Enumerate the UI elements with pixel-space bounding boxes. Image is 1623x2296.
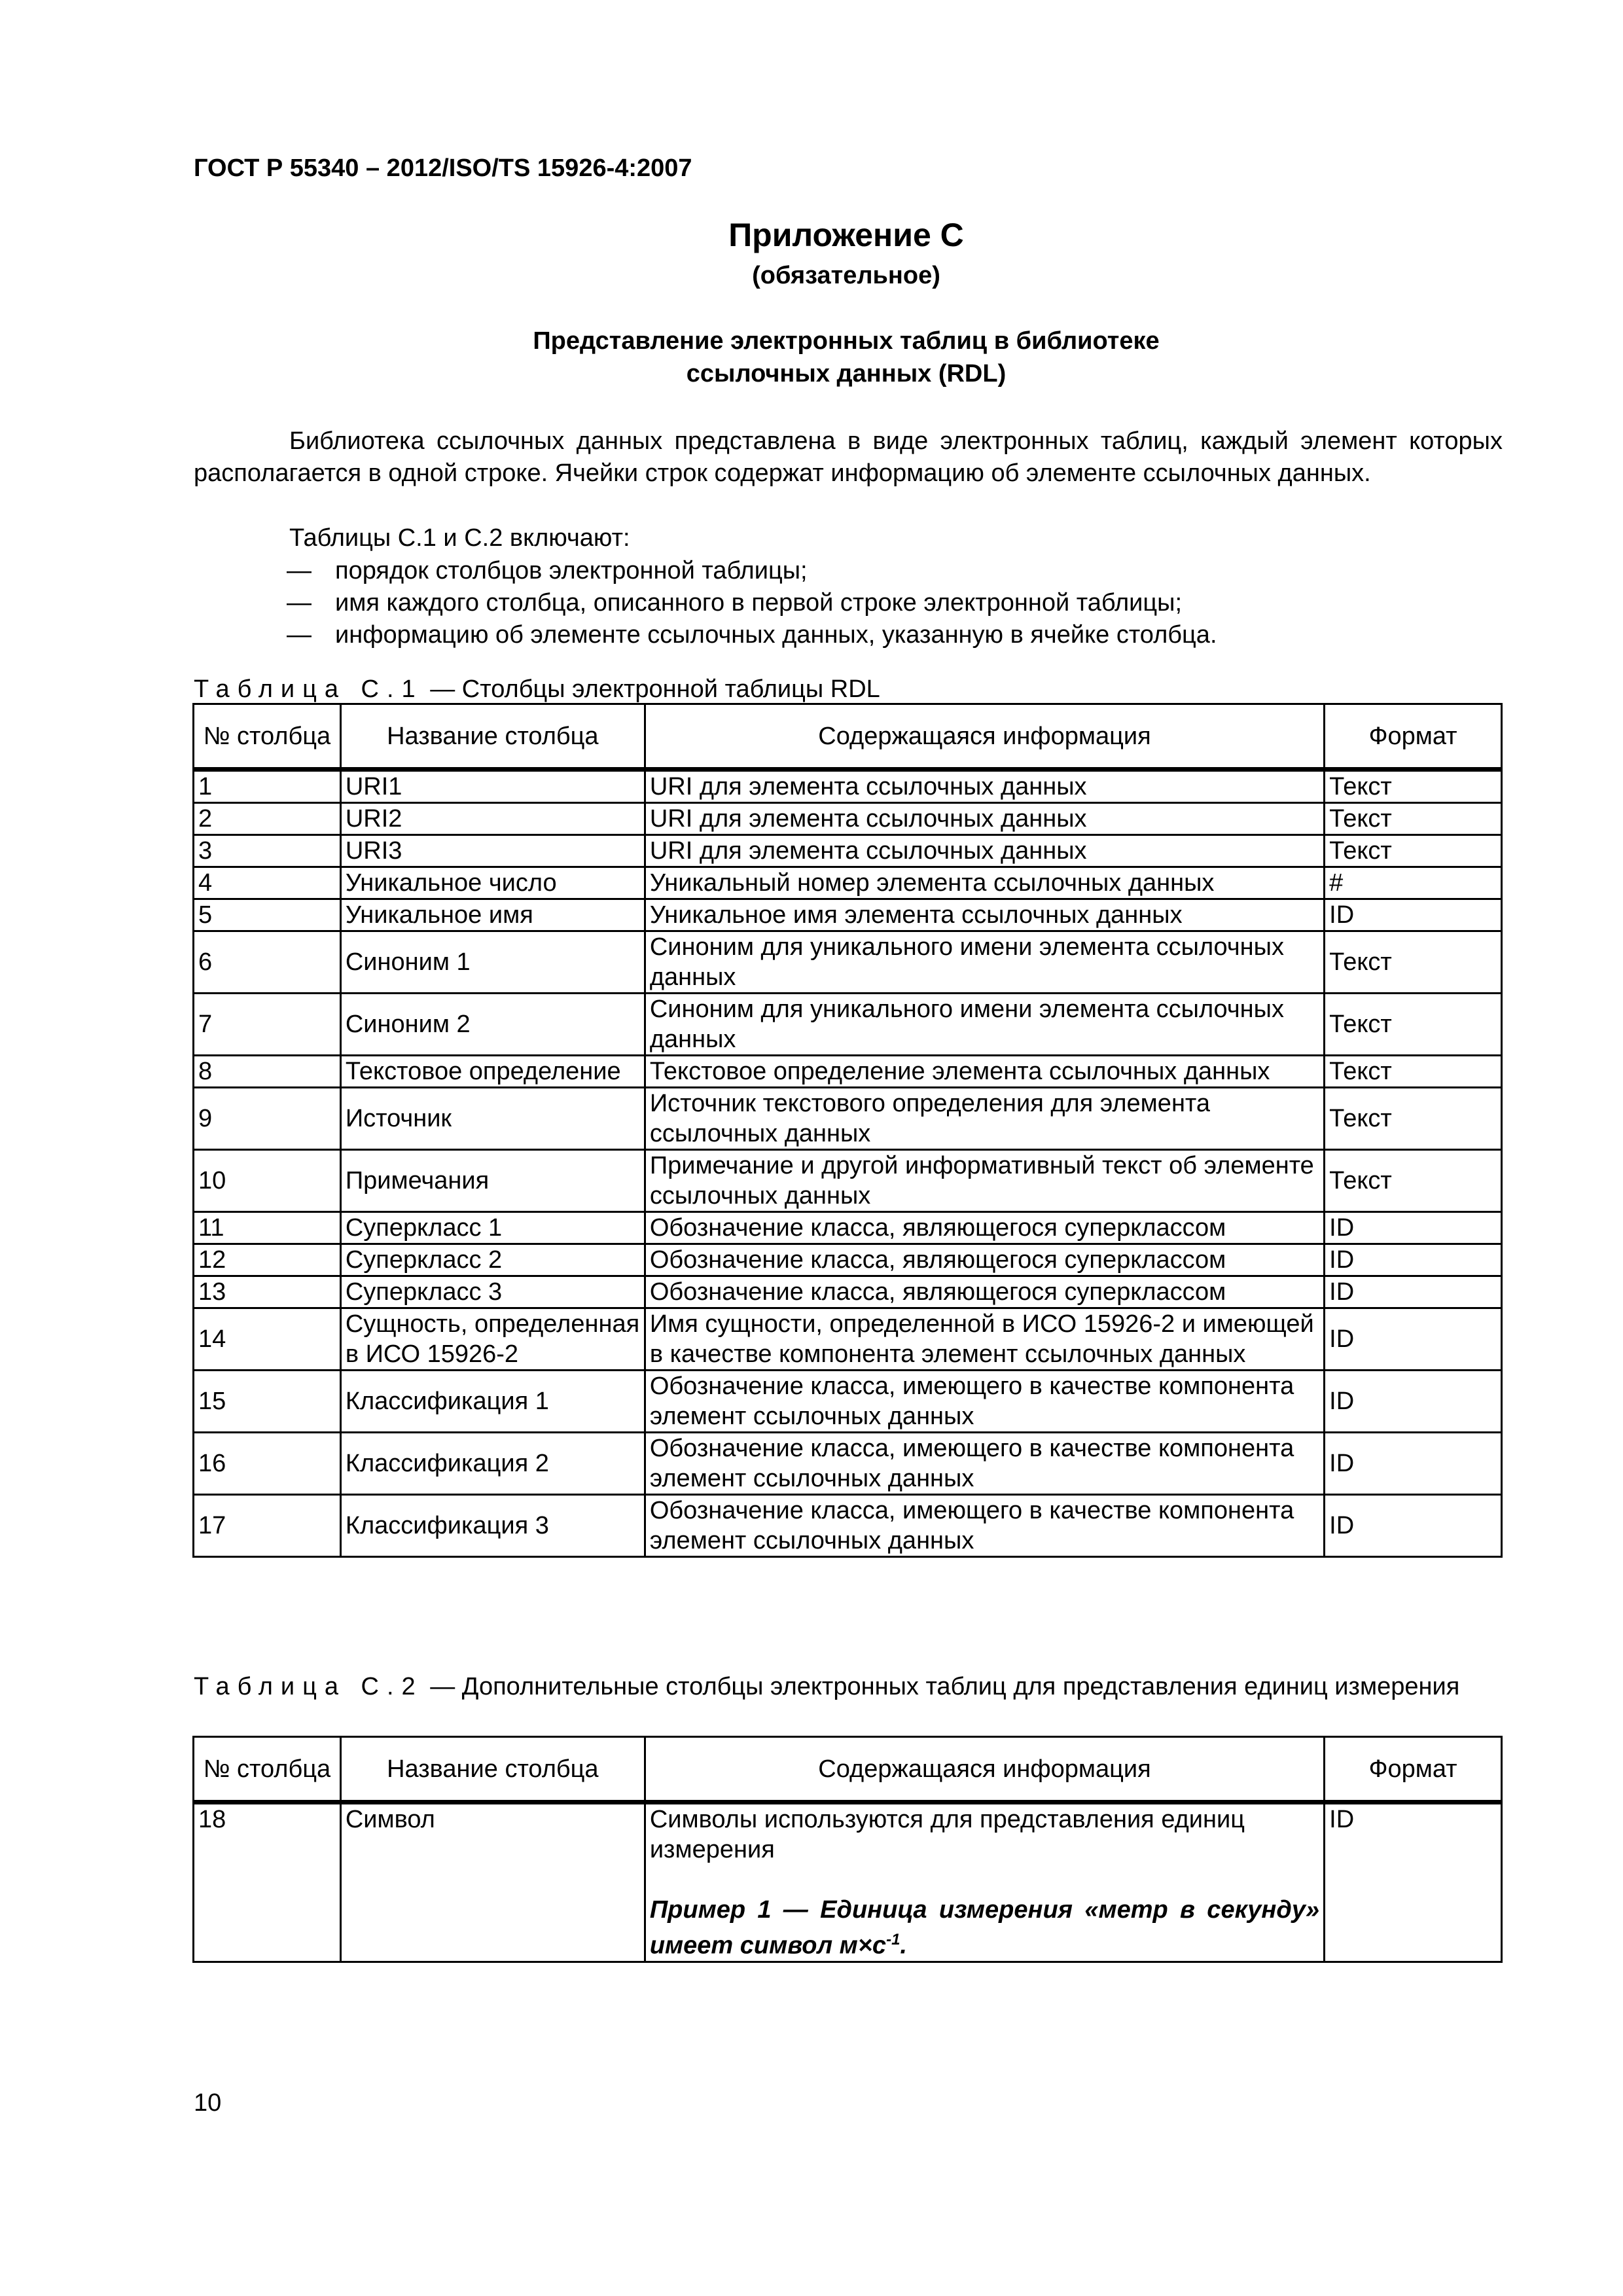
table-row — [194, 1150, 1502, 1212]
cell-format: Текст — [1325, 803, 1502, 835]
header-column-info: Содержащаяся информация — [645, 704, 1324, 770]
table-row — [194, 867, 1502, 899]
cell-number: 11 — [194, 1212, 341, 1244]
header-column-info: Содержащаяся информация — [645, 1737, 1324, 1803]
cell-name: Примечания — [340, 1150, 645, 1212]
header-column-format: Формат — [1325, 1737, 1502, 1803]
cell-number: 10 — [194, 1150, 341, 1212]
cell-format: Текст — [1325, 835, 1502, 867]
cell-number: 17 — [194, 1495, 341, 1557]
cell-info: Синоним для уникального имени элемента ссылочных данных — [645, 994, 1324, 1056]
page-number: 10 — [194, 2089, 222, 2117]
cell-info: URI для элемента ссылочных данных — [645, 803, 1324, 835]
cell-info: Уникальный номер элемента ссылочных данных — [645, 867, 1324, 899]
cell-number: 7 — [194, 994, 341, 1056]
table-row — [194, 803, 1502, 835]
cell-number: 6 — [194, 931, 341, 994]
cell-info: Уникальное имя элемента ссылочных данных — [645, 899, 1324, 931]
header-column-format: Формат — [1325, 704, 1502, 770]
header-column-number: № столбца — [194, 704, 341, 770]
dash-marker: — — [287, 621, 312, 649]
header-column-name: Название столбца — [340, 1737, 645, 1803]
cell-info: Обозначение класса, являющегося суперклассом — [645, 1212, 1324, 1244]
cell-info: URI для элемента ссылочных данных — [645, 770, 1324, 803]
cell-format: Текст — [1325, 1056, 1502, 1088]
cell-info: Текстовое определение элемента ссылочных данных — [645, 1056, 1324, 1088]
cell-info: Обозначение класса, имеющего в качестве компонента элемент ссылочных данных — [645, 1495, 1324, 1557]
table-c1-title: — Столбцы электронной таблицы RDL — [423, 675, 880, 703]
table-c2-label: Таблица С.2 — [194, 1673, 423, 1700]
cell-format: ID — [1325, 1212, 1502, 1244]
cell-name: Суперкласс 1 — [340, 1212, 645, 1244]
table-row — [194, 1371, 1502, 1433]
content-list — [287, 555, 1217, 651]
table-c1-label: Таблица С.1 — [194, 675, 423, 703]
table-row — [194, 1495, 1502, 1557]
example-superscript: -1 — [886, 1931, 901, 1948]
cell-info — [645, 1803, 1324, 1962]
cell-name: Уникальное число — [340, 867, 645, 899]
cell-number: 2 — [194, 803, 341, 835]
cell-number: 13 — [194, 1276, 341, 1308]
table-row — [194, 1056, 1502, 1088]
dash-marker: — — [287, 589, 312, 617]
cell-format: ID — [1325, 1433, 1502, 1495]
cell-number: 9 — [194, 1088, 341, 1150]
cell-number: 16 — [194, 1433, 341, 1495]
cell-info: Обозначение класса, являющегося суперклассом — [645, 1244, 1324, 1276]
cell-number: 5 — [194, 899, 341, 931]
cell-info: Примечание и другой информативный текст об элементе ссылочных данных — [645, 1150, 1324, 1212]
table-row — [194, 1212, 1502, 1244]
table-c1-body — [194, 770, 1502, 1557]
cell-number: 1 — [194, 770, 341, 803]
cell-info: Синоним для уникального имени элемента ссылочных данных — [645, 931, 1324, 994]
table-header-row — [194, 1737, 1502, 1803]
cell-info-text: Символы используются для представления единиц измерения — [649, 1806, 1245, 1863]
cell-format: ID — [1325, 1803, 1502, 1962]
cell-format: Текст — [1325, 931, 1502, 994]
cell-format: # — [1325, 867, 1502, 899]
cell-number: 4 — [194, 867, 341, 899]
cell-name: Сущность, определенная в ИСО 15926-2 — [340, 1308, 645, 1371]
list-item: — имя каждого столбца, описанного в первой строке электронной таблицы; — [287, 587, 1217, 619]
example-note: Пример 1 — Единица измерения «метр в секунду» имеет символ $м\times с^{-1}$. — [649, 1896, 1320, 1960]
appendix-title: Приложение С — [728, 217, 964, 253]
table-c1 — [192, 703, 1503, 1558]
cell-format: ID — [1325, 1495, 1502, 1557]
section-title-line-2: ссылочных данных (RDL) — [686, 360, 1007, 387]
section-title — [194, 325, 1499, 390]
table-row — [194, 835, 1502, 867]
section-title-line-1: Представление электронных таблиц в библиотеке — [533, 327, 1160, 355]
cell-number: 18 — [194, 1803, 341, 1962]
header-column-number: № столбца — [194, 1737, 341, 1803]
cell-format: ID — [1325, 1276, 1502, 1308]
cell-info: Обозначение класса, являющегося суперклассом — [645, 1276, 1324, 1308]
table-row — [194, 1308, 1502, 1371]
dash-marker: — — [287, 557, 312, 584]
cell-number: 12 — [194, 1244, 341, 1276]
cell-format: Текст — [1325, 1150, 1502, 1212]
table-c2-caption — [194, 1672, 1503, 1702]
cell-info: Источник текстового определения для элемента ссылочных данных — [645, 1088, 1324, 1150]
cell-name: Классификация 2 — [340, 1433, 645, 1495]
table-c2 — [192, 1736, 1503, 1963]
table-row — [194, 1433, 1502, 1495]
cell-info: URI для элемента ссылочных данных — [645, 835, 1324, 867]
cell-format: Текст — [1325, 1088, 1502, 1150]
cell-info: Обозначение класса, имеющего в качестве компонента элемент ссылочных данных — [645, 1433, 1324, 1495]
cell-name: Текстовое определение — [340, 1056, 645, 1088]
body-paragraph — [194, 425, 1503, 490]
table-row — [194, 1088, 1502, 1150]
body-paragraph-text: Библиотека ссылочных данных представлена в виде электронных таблиц, каждый элемент которых располагается в одной строке. Ячейки строк содержат информацию об элементе ссылочных данных. — [194, 427, 1503, 487]
cell-number: 3 — [194, 835, 341, 867]
cell-format: ID — [1325, 1244, 1502, 1276]
cell-format: ID — [1325, 1308, 1502, 1371]
cell-info: Обозначение класса, имеющего в качестве компонента элемент ссылочных данных — [645, 1371, 1324, 1433]
cell-format: ID — [1325, 1371, 1502, 1433]
cell-name: Источник — [340, 1088, 645, 1150]
table-row — [194, 994, 1502, 1056]
table-row — [194, 899, 1502, 931]
cell-format: ID — [1325, 899, 1502, 931]
table-c1-caption — [194, 674, 880, 704]
table-row — [194, 770, 1502, 803]
cell-number: 14 — [194, 1308, 341, 1371]
cell-number: 15 — [194, 1371, 341, 1433]
table-c2-title: — Дополнительные столбцы электронных таблиц для представления единиц измерения — [423, 1673, 1460, 1700]
table-row — [194, 931, 1502, 994]
cell-name: Синоним 1 — [340, 931, 645, 994]
cell-name: Суперкласс 2 — [340, 1244, 645, 1276]
table-row — [194, 1244, 1502, 1276]
cell-name: Классификация 3 — [340, 1495, 645, 1557]
list-item: — порядок столбцов электронной таблицы; — [287, 555, 1217, 587]
document-header: ГОСТ Р 55340 – 2012/ISO/TS 15926-4:2007 — [194, 154, 692, 182]
cell-name: Классификация 1 — [340, 1371, 645, 1433]
cell-name: Суперкласс 3 — [340, 1276, 645, 1308]
cell-name: Уникальное имя — [340, 899, 645, 931]
table-row — [194, 1276, 1502, 1308]
cell-info: Имя сущности, определенной в ИСО 15926-2 и имеющей в качестве компонента элемент ссылочных данных — [645, 1308, 1324, 1371]
cell-format: Текст — [1325, 770, 1502, 803]
cell-name: URI1 — [340, 770, 645, 803]
cell-name: Синоним 2 — [340, 994, 645, 1056]
list-item: — информацию об элементе ссылочных данных, указанную в ячейке столбца. — [287, 619, 1217, 651]
table-header-row — [194, 704, 1502, 770]
cell-name: Символ — [340, 1803, 645, 1962]
table-row — [194, 1803, 1502, 1962]
list-intro: Таблицы С.1 и С.2 включают: — [289, 524, 630, 552]
cell-number: 8 — [194, 1056, 341, 1088]
cell-name: URI2 — [340, 803, 645, 835]
cell-format: Текст — [1325, 994, 1502, 1056]
header-column-name: Название столбца — [340, 704, 645, 770]
cell-name: URI3 — [340, 835, 645, 867]
appendix-status: (обязательное) — [752, 262, 940, 289]
